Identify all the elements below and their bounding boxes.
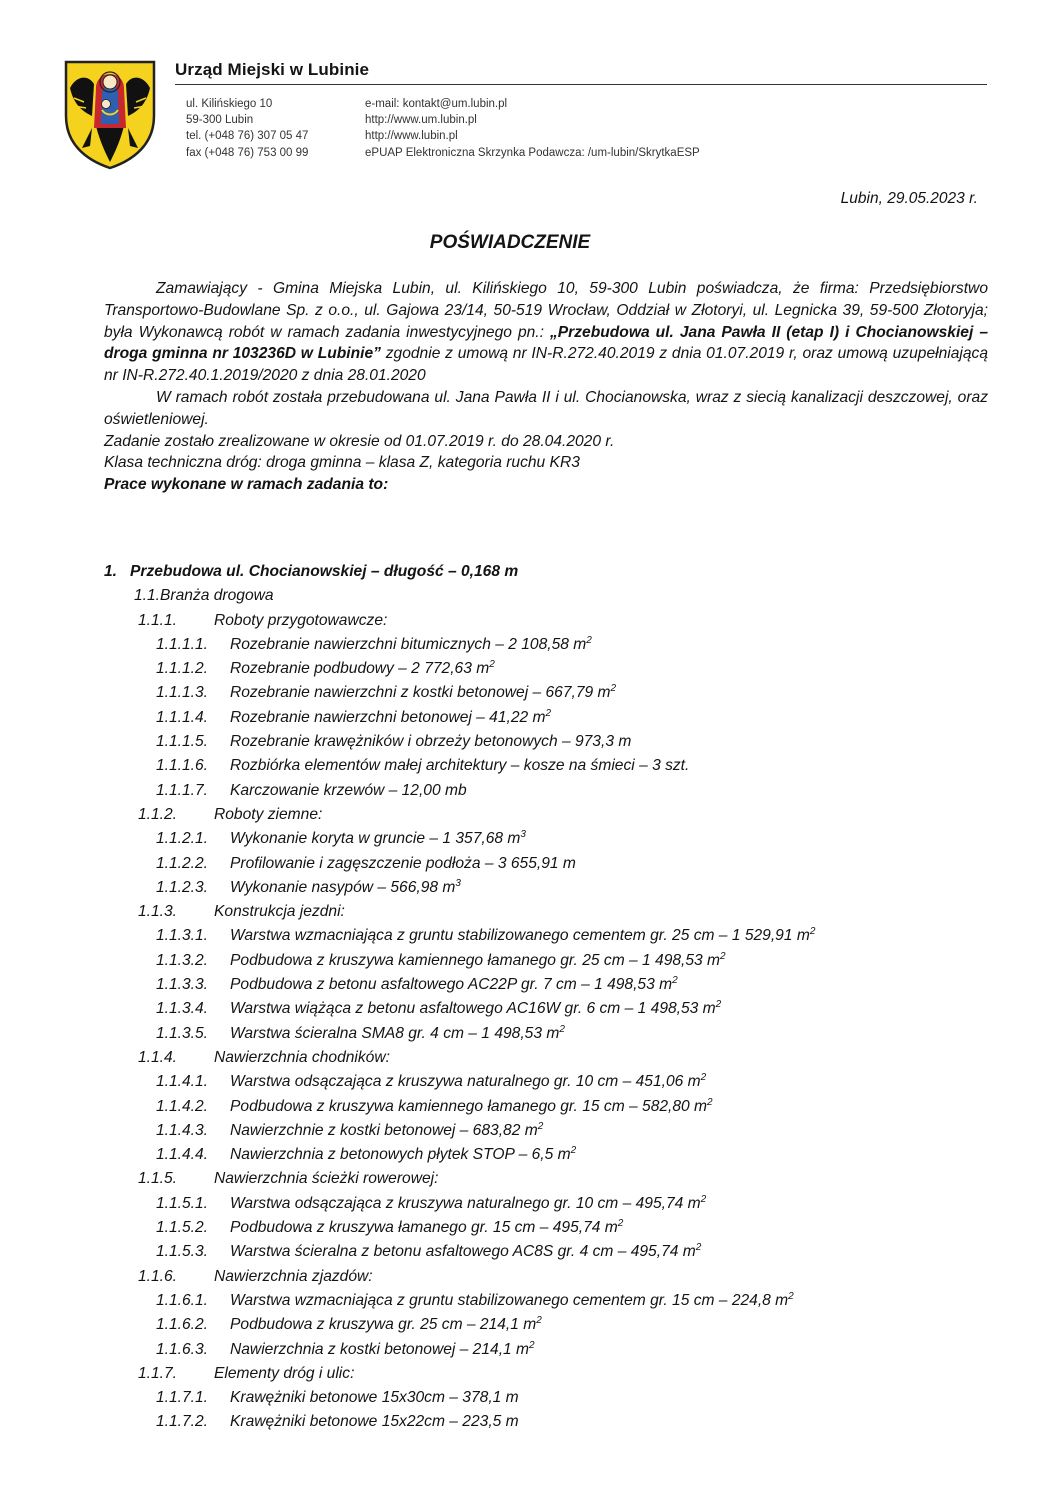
outline-label: Warstwa ścieralna z betonu asfaltowego AC8S gr. 4 cm – 495,74 m <box>230 1243 696 1261</box>
address-postal: 59-300 Lubin <box>186 114 254 127</box>
outline-label: Rozbiórka elementów małej architektury – kosze na śmieci – 3 szt. <box>230 757 690 775</box>
unit-exponent: 2 <box>809 926 816 938</box>
outline-text <box>230 706 551 730</box>
unit-exponent: 2 <box>586 634 592 646</box>
outline-number: 1.1.7.2. <box>156 1413 209 1431</box>
outline-label: Warstwa odsączająca z kruszywa naturalnego gr. 10 cm – 495,74 m <box>230 1194 701 1212</box>
outline-text <box>230 1240 701 1264</box>
outline-number: 1.1.3.1. <box>156 927 209 945</box>
outline-text <box>230 973 678 997</box>
outline-text <box>230 779 467 803</box>
unit-exponent: 2 <box>545 707 552 719</box>
outline-label: Elementy dróg i ulic: <box>214 1364 355 1382</box>
outline-text <box>230 1143 576 1167</box>
outline-number: 1.1.2.2. <box>156 854 209 872</box>
address-phone: tel. (+048 76) 307 05 47 <box>186 130 309 143</box>
outline-text <box>214 1046 390 1070</box>
outline-text <box>230 1216 623 1240</box>
outline-label: Podbudowa z kruszywa gr. 25 cm – 214,1 m <box>230 1316 537 1334</box>
outline-text <box>230 852 576 876</box>
outline-number: 1.1.4. <box>138 1048 178 1066</box>
unit-exponent: 2 <box>788 1290 794 1302</box>
outline-label: Podbudowa z betonu asfaltowego AC22P gr. 7 cm – 1 498,53 m <box>230 976 673 994</box>
unit-exponent: 2 <box>559 1023 565 1035</box>
address-street: ul. Kilińskiego 10 <box>186 98 273 110</box>
scope-paragraph <box>104 387 988 431</box>
outline-number: 1.1.1.1. <box>156 635 209 653</box>
outline-text <box>214 609 387 633</box>
outline-label: Konstrukcja jezdni: <box>214 903 345 921</box>
outline-number: 1.1.5.2. <box>156 1219 209 1237</box>
outline-text <box>230 1410 519 1434</box>
outline-label: Rozebranie nawierzchni betonowej – 41,22 m <box>230 708 546 726</box>
outline-label: Wykonanie koryta w gruncie – 1 357,68 m <box>230 830 521 848</box>
outline-text <box>230 657 495 681</box>
outline-label: Roboty przygotowawcze: <box>214 611 388 629</box>
outline-text <box>214 1362 354 1386</box>
outline-number: 1.1.5.1. <box>156 1194 209 1212</box>
outline-label: Podbudowa z kruszywa łamanego gr. 15 cm – 495,74 m <box>230 1219 618 1237</box>
unit-exponent: 2 <box>672 974 678 986</box>
outline-number: 1.1.3.5. <box>156 1024 209 1042</box>
outline-label: Przebudowa ul. Chocianowskiej – długość – 0,168 m <box>130 563 519 580</box>
unit-exponent: 2 <box>707 1096 713 1108</box>
unit-exponent: 2 <box>529 1339 535 1351</box>
outline-label: Nawierzchnie z kostki betonowej – 683,82 m <box>230 1121 538 1139</box>
unit-exponent: 2 <box>700 1072 707 1084</box>
outline-label: Podbudowa z kruszywa kamiennego łamanego gr. 15 cm – 582,80 m <box>230 1097 708 1115</box>
outline-number: 1.1.1.7. <box>156 781 209 799</box>
outline-text <box>230 754 689 778</box>
outline-text <box>230 997 721 1021</box>
intro-paragraph <box>104 278 988 387</box>
unit-exponent: 2 <box>695 1242 702 1254</box>
unit-exponent: 2 <box>715 999 722 1011</box>
contact-website: http://www.lubin.pl <box>365 130 458 143</box>
document-body <box>104 278 988 496</box>
outline-text <box>230 1192 706 1216</box>
outline-label: Rozebranie krawężników i obrzeży betonowych – 973,3 m <box>230 733 632 751</box>
unit-exponent: 2 <box>617 1217 624 1229</box>
outline-label: Podbudowa z kruszywa kamiennego łamanego gr. 25 cm – 1 498,53 m <box>230 951 721 969</box>
outline-number: 1.1.5. <box>138 1170 178 1188</box>
outline-text <box>230 949 726 973</box>
outline-label: Wykonanie nasypów – 566,98 m <box>230 878 456 896</box>
period-line: Zadanie zostało zrealizowane w okresie od 01.07.2019 r. do 28.04.2020 r. <box>104 432 615 450</box>
outline-label: Krawężniki betonowe 15x22cm – 223,5 m <box>230 1413 519 1431</box>
unit-exponent: 2 <box>489 659 495 670</box>
address-fax: fax (+048 76) 753 00 99 <box>186 146 309 159</box>
outline-number: 1.1.3.2. <box>156 951 209 969</box>
outline-text <box>230 1386 519 1410</box>
outline-text <box>230 1119 543 1143</box>
outline-number: 1.1.1.5. <box>156 733 209 751</box>
outline-number: 1.1.6.2. <box>156 1316 209 1334</box>
unit-exponent: 2 <box>537 1120 544 1132</box>
office-name: Urząd Miejski w Lubinie <box>175 60 370 79</box>
outline-text <box>230 876 461 900</box>
outline-number: 1.1.3.4. <box>156 1000 209 1018</box>
outline-label: Nawierzchnia z kostki betonowej – 214,1 m <box>230 1340 530 1358</box>
outline-label: Rozebranie podbudowy – 2 772,63 m <box>230 660 490 678</box>
unit-exponent: 2 <box>536 1315 542 1327</box>
outline-text <box>130 560 518 584</box>
outline-number: 1.1.1.2. <box>156 660 209 678</box>
outline-number: 1.1.5.3. <box>156 1243 209 1261</box>
works-heading: Prace wykonane w ramach zadania to: <box>104 476 389 494</box>
letterhead-rule <box>175 84 987 85</box>
outline-label: Nawierzchnia zjazdów: <box>214 1267 373 1285</box>
outline-text <box>230 1022 565 1046</box>
outline-number: 1.1.6.1. <box>156 1291 209 1309</box>
outline-number: 1.1.1.4. <box>156 708 209 726</box>
outline-label: Rozebranie nawierzchni bitumicznych – 2 108,58 m <box>230 635 587 653</box>
unit-exponent: 3 <box>520 829 526 841</box>
unit-exponent: 2 <box>570 1144 577 1156</box>
outline-label: Nawierzchnia chodników: <box>214 1048 390 1066</box>
outline-label: Nawierzchnia ścieżki rowerowej: <box>214 1170 439 1188</box>
outline-label: Warstwa odsączająca z kruszywa naturalnego gr. 10 cm – 451,06 m <box>230 1073 701 1091</box>
project-name: „Przebudowa ul. Jana Pawła II (etap I) i Chocianowskiej – droga gminna nr 103236D w Lubinie” <box>104 323 989 363</box>
outline-number: 1. <box>104 563 118 580</box>
outline-text <box>230 1313 542 1337</box>
address-block <box>186 96 308 161</box>
intro-text-a: Zamawiający - Gmina Miejska Lubin, ul. Kilińskiego 10, 59-300 Lubin poświadcza, że firma: Przedsiębiorstwo Transportowo-Budowlane Sp. z o.o., ul. Gajowa 23/14, 50-519 Wrocław, Oddział w Złotoryi, ul. Legnicka 39, 59-500 Złotoryja; była Wykonawcą robót w ramach zadania inwestycyjnego pn.: <box>104 280 988 341</box>
outline-text <box>230 1095 713 1119</box>
unit-exponent: 2 <box>700 1193 707 1205</box>
outline-number: 1.1. <box>134 587 161 605</box>
outline-text <box>230 1338 535 1362</box>
outline-label: Warstwa wzmacniająca z gruntu stabilizowanego cementem gr. 15 cm – 224,8 m <box>230 1291 789 1309</box>
outline-number: 1.1.2. <box>138 805 178 823</box>
outline-label: Warstwa wiążąca z betonu asfaltowego AC16W gr. 6 cm – 1 498,53 m <box>230 1000 716 1018</box>
contact-epuap: ePUAP Elektroniczna Skrzynka Podawcza: /um-lubin/SkrytkaESP <box>365 146 700 159</box>
document-date: Lubin, 29.05.2023 r. <box>840 190 978 207</box>
outline-text <box>160 584 274 608</box>
outline-text <box>214 1167 438 1191</box>
outline-number: 1.1.2.3. <box>156 878 209 896</box>
outline-number: 1.1.1.3. <box>156 684 209 702</box>
outline-text <box>230 827 526 851</box>
outline-label: Rozebranie nawierzchni z kostki betonowej – 667,79 m <box>230 684 611 702</box>
scope-text: W ramach robót została przebudowana ul. Jana Pawła II i ul. Chocianowska, wraz z siecią kanalizacji deszczowej, oraz oświetleniowej. <box>104 388 988 428</box>
outline-number: 1.1.6. <box>138 1267 178 1285</box>
outline-number: 1.1.4.1. <box>156 1073 209 1091</box>
lubin-coat-of-arms-icon <box>62 58 158 170</box>
outline-text <box>214 900 345 924</box>
outline-number: 1.1.4.2. <box>156 1097 209 1115</box>
road-class-line: Klasa techniczna dróg: droga gminna – klasa Z, kategoria ruchu KR3 <box>104 454 580 472</box>
contact-website-um: http://www.um.lubin.pl <box>365 114 477 127</box>
outline-text <box>214 1265 373 1289</box>
outline-number: 1.1.1.6. <box>156 757 209 775</box>
contact-block <box>365 96 700 161</box>
outline-number: 1.1.6.3. <box>156 1340 209 1358</box>
outline-number: 1.1.1. <box>138 611 178 629</box>
document-title: POŚWIADCZENIE <box>429 232 591 253</box>
outline-number: 1.1.3. <box>138 903 178 921</box>
outline-text <box>230 924 815 948</box>
unit-exponent: 3 <box>455 877 461 889</box>
outline-label: Krawężniki betonowe 15x30cm – 378,1 m <box>230 1389 519 1407</box>
outline-text <box>230 633 592 657</box>
outline-label: Roboty ziemne: <box>214 805 323 823</box>
intro-text-b: zgodnie z umową nr IN-R.272.40.2019 z dnia 01.07.2019 r, oraz umową uzupełniającą nr IN-R.272.40.1.2019/2020 z dnia 28.01.2020 <box>104 345 988 385</box>
outline-label: Karczowanie krzewów – 12,00 mb <box>230 781 467 799</box>
outline-text <box>230 1070 706 1094</box>
contact-email: e-mail: kontakt@um.lubin.pl <box>365 98 508 110</box>
outline-text <box>230 681 616 705</box>
outline-label: Branża drogowa <box>160 587 274 605</box>
outline-number: 1.1.7.1. <box>156 1389 209 1407</box>
outline-number: 1.1.2.1. <box>156 830 209 848</box>
outline-label: Nawierzchnia z betonowych płytek STOP – 6,5 m <box>230 1146 571 1164</box>
outline-text <box>230 1289 794 1313</box>
outline-number: 1.1.7. <box>138 1364 178 1382</box>
outline-label: Warstwa ścieralna SMA8 gr. 4 cm – 1 498,53 m <box>230 1024 560 1042</box>
unit-exponent: 2 <box>720 950 726 962</box>
outline-label: Warstwa wzmacniająca z gruntu stabilizowanego cementem gr. 25 cm – 1 529,91 m <box>230 927 810 945</box>
unit-exponent: 2 <box>610 683 617 695</box>
outline-text <box>214 803 322 827</box>
outline-text <box>230 730 631 754</box>
outline-number: 1.1.4.4. <box>156 1146 209 1164</box>
outline-label: Profilowanie i zagęszczenie podłoża – 3 655,91 m <box>230 854 576 872</box>
outline-number: 1.1.4.3. <box>156 1121 209 1139</box>
outline-number: 1.1.3.3. <box>156 976 209 994</box>
